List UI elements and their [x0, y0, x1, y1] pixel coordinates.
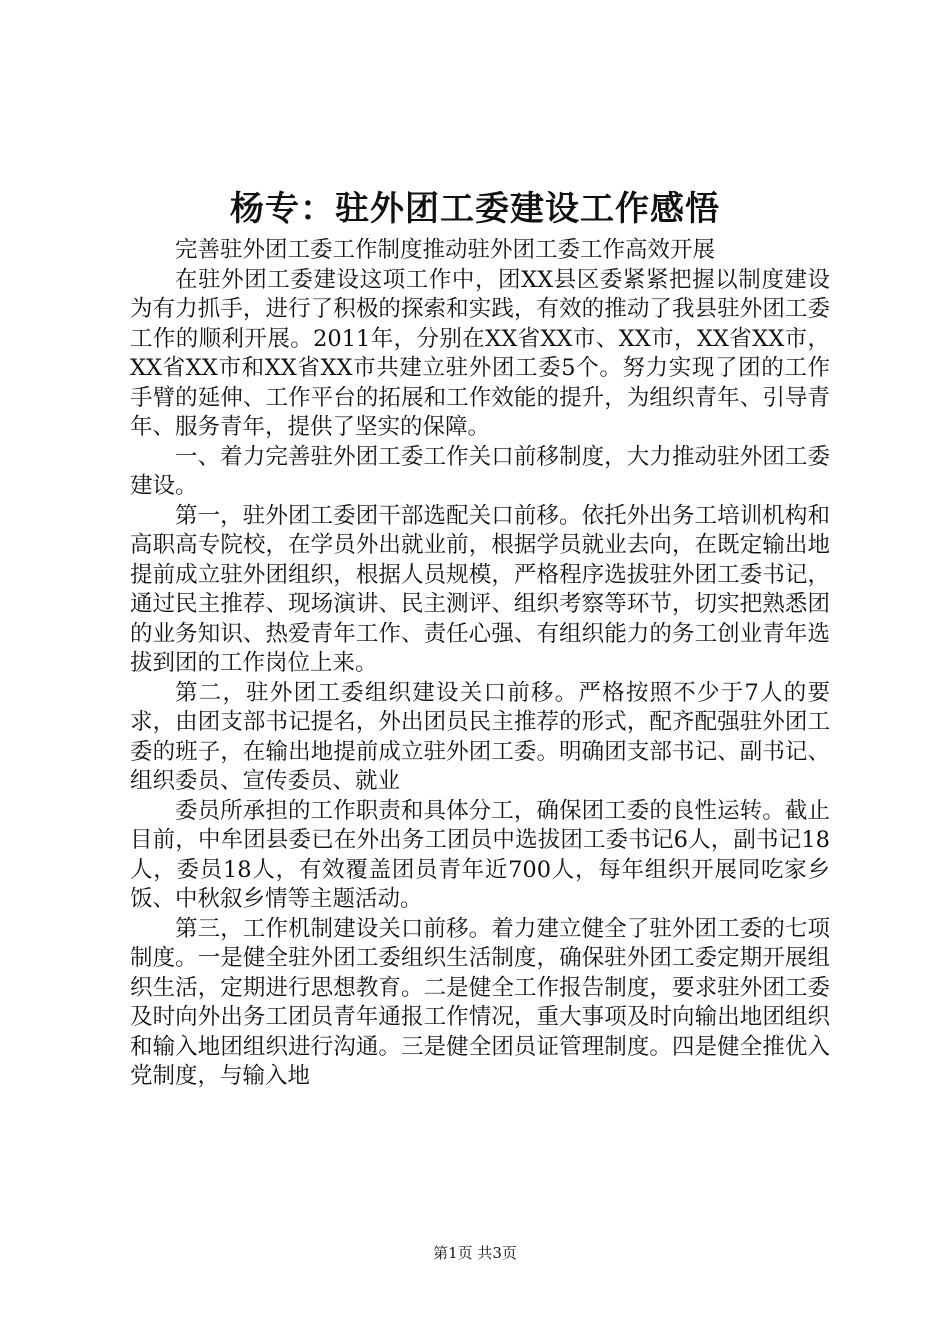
paragraph-intro: 在驻外团工委建设这项工作中，团XX县区委紧紧把握以制度建设为有力抓手，进行了积极的探索和实践，有效的推动了我县驻外团工委工作的顺利开展。2011年，分别在XX省XX市、XX市，XX省XX市，XX省XX市和XX省XX市共建立驻外团工委5个。努力实现了团的工作手臂的延伸、工作平台的拓展和工作效能的提升，为组织青年、引导青年、服务青年，提供了坚实的保障。	[130, 266, 830, 440]
paragraph-second-point: 第二，驻外团工委组织建设关口前移。严格按照不少于7人的要求，由团支部书记提名，外出团员民主推荐的形式，配齐配强驻外团工委的班子，在输出地提前成立驻外团工委。明确团支部书记、副书记、组织委员、宣传委员、就业	[130, 679, 830, 794]
page-number-footer: 第1页 共3页	[433, 1244, 517, 1262]
paragraph-subtitle: 完善驻外团工委工作制度推动驻外团工委工作高效开展	[175, 237, 716, 263]
paragraph-second-point-continued: 委员所承担的工作职责和具体分工，确保团工委的良性运转。截止目前，中牟团县委已在外出务工团员中选拔团工委书记6人，副书记18人，委员18人，有效覆盖团员青年近700人，每年组织开展同吃家乡饭、中秋叙乡情等主题活动。	[130, 797, 830, 912]
paragraph-first-point: 第一，驻外团工委团干部选配关口前移。依托外出务工培训机构和高职高专院校，在学员外出就业前，根据学员就业去向，在既定输出地提前成立驻外团组织，根据人员规模，严格程序选拔驻外团工委书记，通过民主推荐、现场演讲、民主测评、组织考察等环节，切实把熟悉团的业务知识、热爱青年工作、责任心强、有组织能力的务工创业青年选拔到团的工作岗位上来。	[130, 502, 830, 676]
paragraph-section-heading: 一、着力完善驻外团工委工作关口前移制度，大力推动驻外团工委建设。	[130, 443, 830, 499]
document-body	[130, 236, 830, 1092]
paragraph-third-point: 第三，工作机制建设关口前移。着力建立健全了驻外团工委的七项制度。一是健全驻外团工委组织生活制度，确保驻外团工委定期开展组织生活，定期进行思想教育。二是健全工作报告制度，要求驻外团工委及时向外出务工团员青年通报工作情况，重大事项及时向输出地团组织和输入地团组织进行沟通。三是健全团员证管理制度。四是健全推优入党制度，与输入地	[130, 915, 830, 1089]
document-title: 杨专：驻外团工委建设工作感悟	[230, 189, 720, 229]
